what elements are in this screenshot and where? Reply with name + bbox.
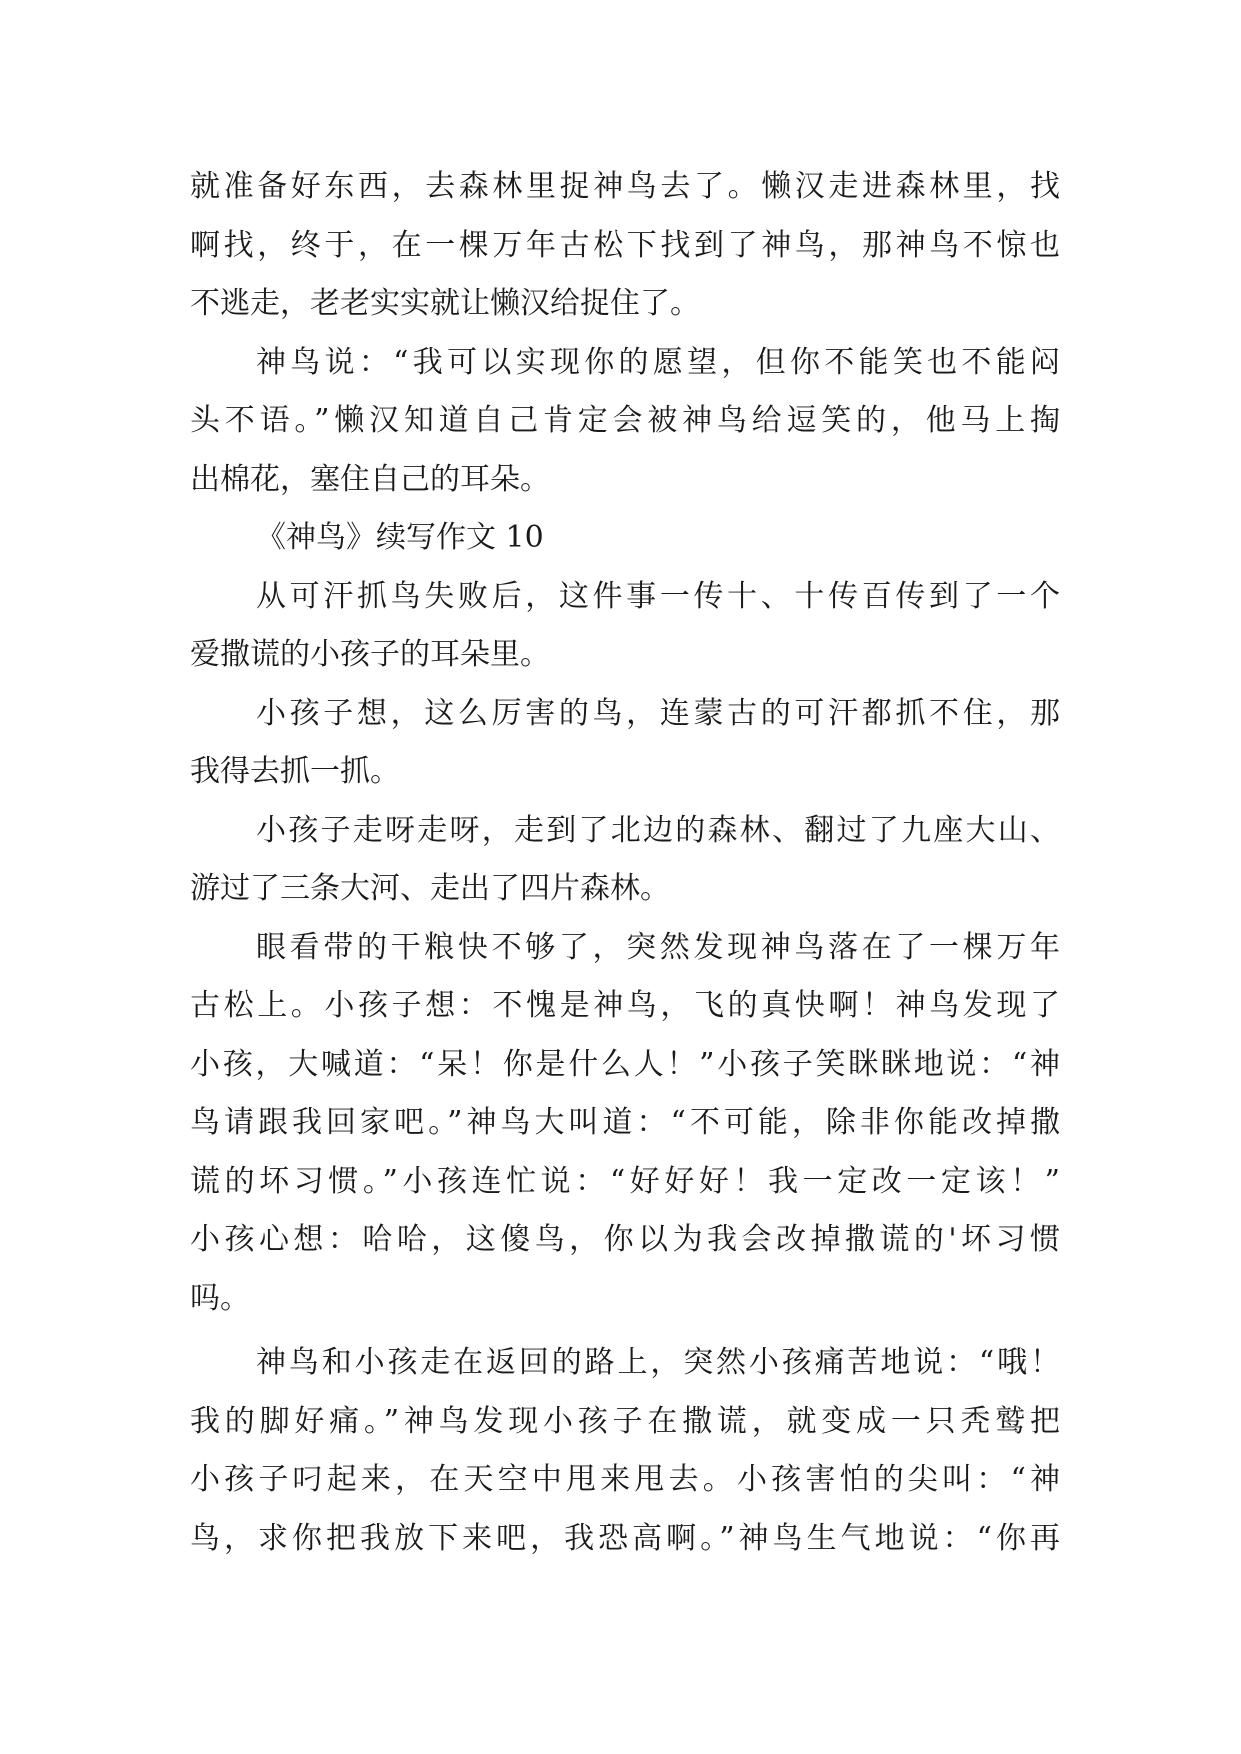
text-line: 小孩子走呀走呀，走到了北边的森林、翻过了九座大山、: [256, 812, 1060, 848]
text-line: 神鸟说：“我可以实现你的愿望，但你不能笑也不能闷: [256, 344, 1060, 380]
paragraph: [190, 802, 1060, 919]
text-line: 小孩心想：哈哈，这傻鸟，你以为我会改掉撒谎的'坏习惯: [190, 1222, 1060, 1257]
text-line: 爱撒谎的小孩子的耳朵里。: [190, 637, 550, 672]
paragraph: [190, 1334, 1060, 1568]
paragraph: [190, 334, 1060, 510]
heading-text: 《神鸟》续写作文 10: [256, 520, 544, 555]
text-line: 出棉花，塞住自己的耳朵。: [190, 461, 550, 497]
text-line: 吗。: [190, 1280, 250, 1316]
text-line: 我得去抓一抓。: [190, 754, 400, 789]
text-line: 古松上。小孩子想：不愧是神鸟，飞的真快啊！神鸟发现了: [190, 988, 1060, 1023]
text-line: 小孩子叼起来，在天空中甩来甩去。小孩害怕的尖叫：“神: [190, 1462, 1060, 1497]
section-heading: [190, 509, 1060, 568]
paragraph: [190, 158, 1060, 334]
paragraph: [190, 919, 1060, 1329]
text-line: 小孩子想，这么厉害的鸟，连蒙古的可汗都抓不住，那: [256, 695, 1060, 731]
text-line: 鸟请跟我回家吧。”神鸟大叫道：“不可能，除非你能改掉撒: [190, 1105, 1060, 1140]
text-line: 神鸟和小孩走在返回的路上，突然小孩痛苦地说：“哦！: [256, 1345, 1060, 1380]
document-body: [190, 158, 1060, 1568]
text-line: 小孩，大喊道：“呆！你是什么人！”小孩子笑眯眯地说：“神: [190, 1046, 1060, 1082]
text-line: 啊找，终于，在一棵万年古松下找到了神鸟，那神鸟不惊也: [190, 227, 1060, 263]
text-line: 头不语。”懒汉知道自己肯定会被神鸟给逗笑的，他马上掏: [190, 403, 1060, 438]
text-line: 游过了三条大河、走出了四片森林。: [190, 871, 670, 906]
text-line: 就准备好东西，去森林里捉神鸟去了。懒汉走进森林里，找: [190, 169, 1060, 204]
text-line: 谎的坏习惯。”小孩连忙说：“好好好！我一定改一定该！”: [190, 1163, 1060, 1199]
paragraph: [190, 568, 1060, 685]
text-line: 不逃走，老老实实就让懒汉给捉住了。: [190, 286, 700, 321]
paragraph: [190, 685, 1060, 802]
text-line: 鸟，求你把我放下来吧，我恐高啊。”神鸟生气地说：“你再: [190, 1520, 1060, 1556]
text-line: 眼看带的干粮快不够了，突然发现神鸟落在了一棵万年: [256, 929, 1060, 965]
text-line: 从可汗抓鸟失败后，这件事一传十、十传百传到了一个: [256, 578, 1060, 614]
text-line: 我的脚好痛。”神鸟发现小孩子在撒谎，就变成一只秃鹫把: [190, 1403, 1060, 1439]
